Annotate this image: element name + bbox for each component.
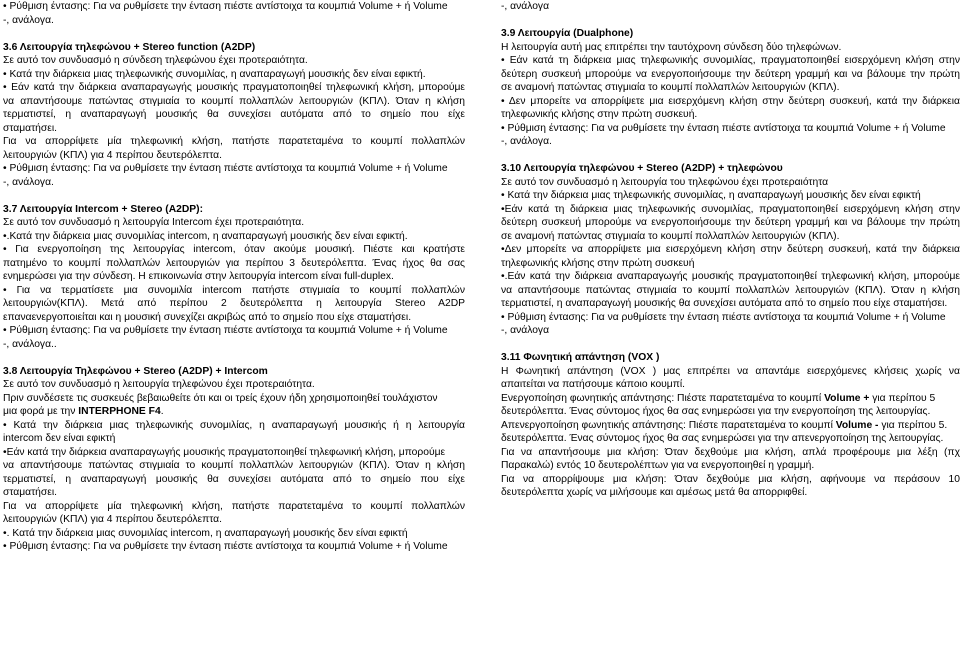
line-text: σταματήσει.: [3, 122, 58, 134]
line-text: -, ανάλογα: [501, 325, 550, 336]
text-line: [501, 419, 960, 433]
line-text: να απαντήσουμε πατώντας στιγμιαία το κουμπί πολλαπλών λειτουργιών (ΚΠΛ). Όταν η κλήση: [3, 460, 465, 471]
line-text: Σε αυτό τον συνδυασμό η λειτουργία Intercom έχει προτεραιότητα.: [3, 217, 305, 228]
text-line: [501, 486, 960, 500]
text-line: [501, 473, 960, 487]
line-text: •Εάν κατά την διάρκεια αναπαραγωγής μουσικής πραγματοποιηθεί τηλεφωνική κλήση, μπορούμε: [3, 446, 446, 458]
text-line: [501, 257, 960, 271]
line-text: Η Φωνητική απάντηση (VOX ) μας επιτρέπει να απαντάμε εισερχόμενες κλήσεις χωρίς να: [501, 365, 960, 377]
line-text: • Δεν μπορείτε να απορρίψετε μια εισερχόμενη κλήση στην δεύτερη συσκευή, κατά την διάρκεια: [501, 95, 960, 107]
text-line: [501, 108, 960, 122]
line-text: 3.8 Λειτουργία Τηλεφώνου + Stereo (A2DP) + Intercom: [3, 365, 268, 377]
line-text: -, ανάλογα..: [3, 338, 57, 350]
text-line: [501, 297, 960, 311]
text-line: [3, 135, 465, 149]
paragraph-gap: [501, 338, 960, 352]
text-line: [3, 405, 465, 419]
text-line: [501, 176, 960, 190]
section-heading: [501, 27, 960, 41]
bold-term: INTERPHONE F4: [78, 406, 161, 417]
line-text: δεύτερη συσκευή μπορούμε να ενεργοποιήσουμε την δεύτερη γραμμή και να βάλουμε την πρώτη: [501, 68, 960, 80]
text-line: [3, 338, 465, 352]
line-text: • Κατά την διάρκεια μιας τηλεφωνικής συνομιλίας, η αναπαραγωγή μουσικής δεν είναι εφικτή.: [3, 68, 426, 80]
line-text: Σε αυτό τον συνδυασμό η λειτουργία τηλεφώνου έχει προτεραιότητα.: [3, 379, 315, 390]
line-text: • Κατά την διάρκεια μιας τηλεφωνικής συνομιλίας, η αναπαραγωγή μουσικής δεν είναι εφικτή: [501, 190, 921, 201]
line-text-tail: για περίπου 5.: [878, 419, 948, 431]
text-line: [501, 135, 960, 149]
line-text: σταματήσει.: [3, 487, 58, 498]
text-line: [3, 513, 465, 527]
line-text: πατημένο το κουμπί πολλαπλών λειτουργιών για περίπου 3 δευτερόλεπτα. Ένας ήχος θα σας: [3, 257, 465, 269]
text-line: [3, 243, 465, 257]
text-line: [501, 216, 960, 230]
line-text: λειτουργιών (ΚΠΛ) για 4 περίπου δευτερόλεπτα.: [3, 514, 222, 525]
line-text: σε αναμονή πατώντας στιγμιαία το κουμπί πολλαπλών λειτουργιών (ΚΠΛ).: [501, 230, 840, 242]
text-line: [501, 54, 960, 68]
line-text: να απαντήσουμε πατώντας στιγμιαία το κουμπί πολλαπλών λειτουργιών (ΚΠΛ). Όταν η κλήση: [3, 95, 465, 107]
text-line: [501, 459, 960, 473]
text-line: [501, 405, 960, 419]
line-text: intercom δεν είναι εφικτή: [3, 433, 116, 444]
line-text: Για να απορρίψετε μία τηλεφωνική κλήση, πατήστε παρατεταμένα το κουμπί πολλαπλών: [3, 500, 465, 512]
line-text: • Εάν κατά την διάρκεια αναπαραγωγής μουσικής πραγματοποιηθεί τηλεφωνική κλήση, μπορούμε: [3, 82, 465, 93]
text-line: [501, 203, 960, 217]
line-text: επαναενεργοποιείται και η μουσική συνεχίζει ακριβώς από το σημείο που είχε σταματήσει.: [3, 311, 412, 323]
line-text: Η λειτουργία αυτή μας επιτρέπει την ταυτόχρονη σύνδεση δύο τηλεφώνων.: [501, 41, 842, 53]
line-text-tail: για περίπου 5: [869, 392, 936, 404]
text-line: [501, 284, 960, 298]
line-text: τηλεφωνικής κλήσης στην πρώτη συσκευή: [501, 257, 695, 269]
line-text: να απαντήσουμε πατώντας στιγμιαία το κουμπί πολλαπλών λειτουργιών (ΚΠΛ). Όταν η κλήση: [501, 284, 960, 296]
line-text: Πριν συνδέσετε τις συσκευές βεβαιωθείτε ότι και οι τρείς έχουν ήδη χρησιμοποιηθεί τουλάχιστον: [3, 392, 438, 404]
text-line: [3, 122, 465, 136]
line-text: δεύτερη συσκευή μπορούμε να ενεργοποιήσουμε την δεύτερη γραμμή και να βάλουμε την πρώτη: [501, 217, 960, 228]
text-line: [3, 324, 465, 338]
line-text: Για να απορρίψουμε μια κλήση: Όταν δεχθούμε μια κλήση, αφήνουμε να περάσουν 10: [501, 473, 960, 485]
section-heading: [3, 365, 465, 379]
line-text: δευτερόλεπτα. Ένας σύντομος ήχος θα σας ενημερώσει για την απενεργοποίηση της λειτουργίας.: [501, 433, 944, 444]
line-text: 3.10 Λειτουργία τηλεφώνου + Stereo (A2DP) + τηλεφώνου: [501, 163, 783, 174]
line-text: ενημερώσει για την σύνδεση. Η επικοινωνία στην λειτουργία intercom είναι full-duplex.: [3, 271, 394, 282]
line-text: • Ρύθμιση έντασης: Για να ρυθμίσετε την ένταση πιέστε αντίστοιχα τα κουμπιά Volume + ή Volume: [3, 163, 448, 174]
line-text: απαιτείται να πατήσουμε κάποιο κουμπί.: [501, 379, 685, 390]
text-line: [3, 216, 465, 230]
line-text: • Ρύθμιση έντασης: Για να ρυθμίσετε την ένταση πιέστε αντίστοιχα τα κουμπιά Volume + ή Volume: [501, 122, 946, 134]
paragraph-gap: [3, 351, 465, 365]
line-text: λειτουργιών(ΚΠΛ). Μετά από περίπου 2 δευτερόλεπτα η λειτουργία Stereo A2DP: [3, 298, 465, 309]
line-text: •Δεν μπορείτε να απορρίψετε μια εισερχόμενη κλήση στην δεύτερη συσκευή, κατά την διάρκεια: [501, 244, 960, 255]
text-line: [501, 311, 960, 325]
text-line: [501, 446, 960, 460]
text-line: [501, 432, 960, 446]
line-text: • Ρύθμιση έντασης: Για να ρυθμίσετε την ένταση πιέστε αντίστοιχα τα κουμπιά Volume + ή Volume: [501, 311, 946, 323]
text-line: [3, 162, 465, 176]
text-line: [3, 446, 465, 460]
line-text-tail: .: [160, 406, 164, 417]
line-text: Ενεργοποίηση φωνητικής απάντησης: Πιέστε παρατεταμένα το κουμπί: [501, 392, 825, 404]
text-line: [3, 459, 465, 473]
section-heading: [3, 203, 465, 217]
text-line: [3, 432, 465, 446]
text-line: [501, 68, 960, 82]
line-text: •.Εάν κατά την διάρκεια αναπαραγωγής μουσικής πραγματοποιηθεί τηλεφωνική κλήση, μπορούμε: [501, 271, 960, 282]
text-line: [501, 324, 960, 338]
text-line: [3, 108, 465, 122]
line-text: τερματιστεί, η αναπαραγωγή μουσικής θα συνεχίσει αυτόματα από το σημείο που είχε: [3, 473, 465, 485]
line-text: • Για να τερματίσετε μια συνομιλία intercom πατήστε στιγμιαία το κουμπί πολλαπλών: [3, 284, 465, 296]
text-line: [3, 284, 465, 298]
text-line: [501, 378, 960, 392]
section-heading: [501, 162, 960, 176]
line-text: •Εάν κατά τη διάρκεια μιας τηλεφωνικής συνομιλίας, πραγματοποιηθεί εισερχόμενη κλήση στην: [501, 203, 960, 215]
line-text: 3.9 Λειτουργία (Dualphone): [501, 28, 634, 39]
text-line: [501, 189, 960, 203]
line-text: -, ανάλογα.: [501, 136, 552, 147]
bold-term: Volume -: [835, 419, 879, 431]
bold-term: Volume +: [824, 392, 870, 404]
text-line: [3, 149, 465, 163]
line-text: • Κατά την διάρκεια μιας τηλεφωνικής συνομιλίας, η αναπαραγωγή μουσικής ή η λειτουργία: [3, 419, 465, 431]
line-text: 3.6 Λειτουργία τηλεφώνου + Stereo function (A2DP): [3, 41, 256, 53]
right-column: [501, 0, 960, 500]
text-line: [3, 540, 465, 554]
text-line: [501, 0, 960, 14]
line-text: •. Κατά την διάρκεια μιας συνομιλίας intercom, η αναπαραγωγή μουσικής δεν είναι εφικτή: [3, 527, 408, 539]
text-line: [501, 81, 960, 95]
text-line: [3, 0, 465, 14]
line-text: • Ρύθμιση έντασης: Για να ρυθμίσετε την ένταση πιέστε αντίστοιχα τα κουμπιά Volume + ή Volume: [3, 1, 448, 12]
line-text: -, ανάλογα.: [3, 14, 54, 26]
line-text: -, ανάλογα.: [3, 176, 54, 188]
line-text: Σε αυτό τον συνδυασμό η σύνδεση τηλεφώνου έχει προτεραιότητα.: [3, 55, 308, 66]
text-line: [3, 54, 465, 68]
paragraph-gap: [501, 14, 960, 28]
line-text: Σε αυτό τον συνδυασμό η λειτουργία του τηλεφώνου έχει προτεραιότητα: [501, 176, 829, 188]
line-text: -, ανάλογα: [501, 1, 550, 12]
text-line: [3, 68, 465, 82]
line-text: • Για ενεργοποίηση της λειτουργίας intercom, όταν ακούμε μουσική. Πιέστε και κρατήστε: [3, 244, 465, 255]
line-text: Παρακαλώ) εντός 10 δευτερολέπτων για να ενεργοποιηθεί η γραμμή.: [501, 460, 815, 471]
line-text: •.Κατά την διάρκεια μιας συνομιλίας intercom, η αναπαραγωγή μουσικής δεν είναι εφικτή.: [3, 230, 408, 242]
line-text: • Εάν κατά τη διάρκεια μιας τηλεφωνικής συνομιλίας, πραγματοποιηθεί εισερχόμενη κλήση στην: [501, 55, 960, 66]
text-line: [501, 95, 960, 109]
text-line: [3, 419, 465, 433]
section-heading: [501, 351, 960, 365]
text-line: [3, 230, 465, 244]
line-text: Για να απαντήσουμε μια κλήση: Όταν δεχθούμε μια κλήση, απλά προφέρουμε μια λέξη (πχ: [501, 446, 960, 458]
line-text: Για να απορρίψετε μία τηλεφωνική κλήση, πατήστε παρατεταμένα το κουμπί πολλαπλών: [3, 136, 465, 147]
line-text: λειτουργιών (ΚΠΛ) για 4 περίπου δευτερόλεπτα.: [3, 149, 222, 161]
line-text: 3.11 Φωνητική απάντηση (VOX ): [501, 352, 660, 363]
line-text: τερματιστεί, η αναπαραγωγή μουσικής θα συνεχίσει αυτόματα από το σημείο που είχε: [3, 109, 465, 120]
paragraph-gap: [3, 189, 465, 203]
line-text: δευτερόλεπτα χωρίς να μιλήσουμε και αμέσως μετά θα απορριφθεί.: [501, 487, 808, 498]
text-line: [501, 270, 960, 284]
line-text: Απενεργοποίηση φωνητικής απάντησης: Πιέστε παρατεταμένα το κουμπί: [501, 419, 836, 431]
text-line: [3, 392, 465, 406]
line-text: 3.7 Λειτουργία Intercom + Stereo (A2DP):: [3, 203, 204, 215]
text-line: [3, 378, 465, 392]
text-line: [3, 297, 465, 311]
text-line: [501, 365, 960, 379]
text-line: [3, 473, 465, 487]
text-line: [3, 95, 465, 109]
line-text: • Ρύθμιση έντασης: Για να ρυθμίσετε την ένταση πιέστε αντίστοιχα τα κουμπιά Volume + ή Volume: [3, 541, 448, 552]
text-line: [3, 311, 465, 325]
text-line: [3, 176, 465, 190]
text-line: [3, 527, 465, 541]
text-line: [3, 81, 465, 95]
text-line: [501, 41, 960, 55]
text-line: [3, 257, 465, 271]
left-column: [3, 0, 465, 554]
text-line: [501, 392, 960, 406]
text-line: [3, 500, 465, 514]
paragraph-gap: [501, 149, 960, 163]
line-text: • Ρύθμιση έντασης: Για να ρυθμίσετε την ένταση πιέστε αντίστοιχα τα κουμπιά Volume + ή Volume: [3, 325, 448, 336]
paragraph-gap: [3, 27, 465, 41]
text-line: [501, 122, 960, 136]
text-line: [3, 14, 465, 28]
text-line: [3, 486, 465, 500]
line-text: τηλεφωνικής κλήσης στην πρώτη συσκευή.: [501, 109, 698, 120]
text-line: [3, 270, 465, 284]
line-text: μια φορά με την: [3, 406, 79, 417]
line-text: δευτερόλεπτα. Ένας σύντομος ήχος θα σας ενημερώσει για την ενεργοποίηση της λειτουργίας.: [501, 406, 931, 417]
text-line: [501, 230, 960, 244]
section-heading: [3, 41, 465, 55]
line-text: σε αναμονή πατώντας στιγμιαία το κουμπί πολλαπλών λειτουργιών (ΚΠΛ).: [501, 82, 840, 93]
line-text: τερματιστεί, η αναπαραγωγή μουσικής θα συνεχίσει αυτόματα από το σημείο που είχε σταματήσει.: [501, 298, 948, 309]
text-line: [501, 243, 960, 257]
